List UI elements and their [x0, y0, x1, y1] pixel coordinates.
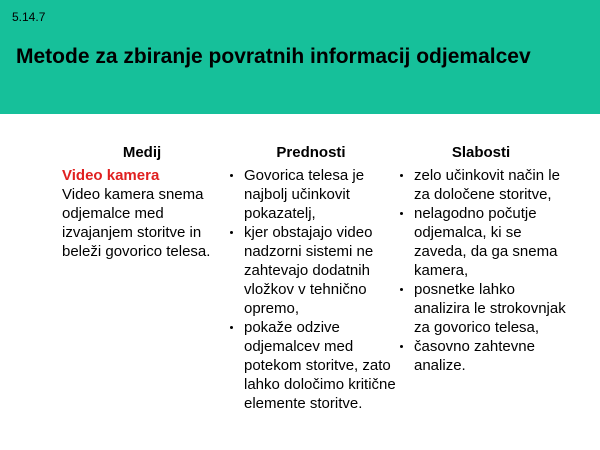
medium-name: Video kamera [62, 167, 160, 184]
prednost-item: Govorica telesa je najbolj učinkovit pokazatelj, [226, 166, 396, 223]
slabost-item: posnetke lahko analizira le strokovnjak za govorico telesa, [396, 280, 566, 337]
column-header-slabosti: Slabosti [451, 144, 511, 161]
medij-column [62, 166, 222, 261]
slabost-item: nelagodno počutje odjemalca, ki se zaveda, da ga snema kamera, [396, 204, 566, 280]
prednosti-list [226, 166, 396, 413]
prednost-item: kjer obstajajo video nadzorni sistemi ne zahtevajo dodatnih vložkov v tehnično opremo, [226, 223, 396, 318]
slide-title: Metode za zbiranje povratnih informacij odjemalcev [16, 45, 531, 68]
slabosti-column [396, 166, 566, 375]
column-header-medij: Medij [122, 144, 162, 161]
prednosti-column [226, 166, 396, 413]
medium-description: Video kamera snema odjemalce med izvajanjem storitve in beleži govorico telesa. [62, 186, 211, 260]
slabost-item: zelo učinkovit način le za določene storitve, [396, 166, 566, 204]
prednost-item: pokaže odzive odjemalcev med potekom storitve, zato lahko določimo kritične elemente storitve. [226, 318, 396, 413]
slabost-item: časovno zahtevne analize. [396, 337, 566, 375]
slabosti-list [396, 166, 566, 375]
slide-header [0, 0, 600, 114]
column-header-prednosti: Prednosti [276, 144, 346, 161]
slide-number: 5.14.7 [12, 10, 46, 24]
